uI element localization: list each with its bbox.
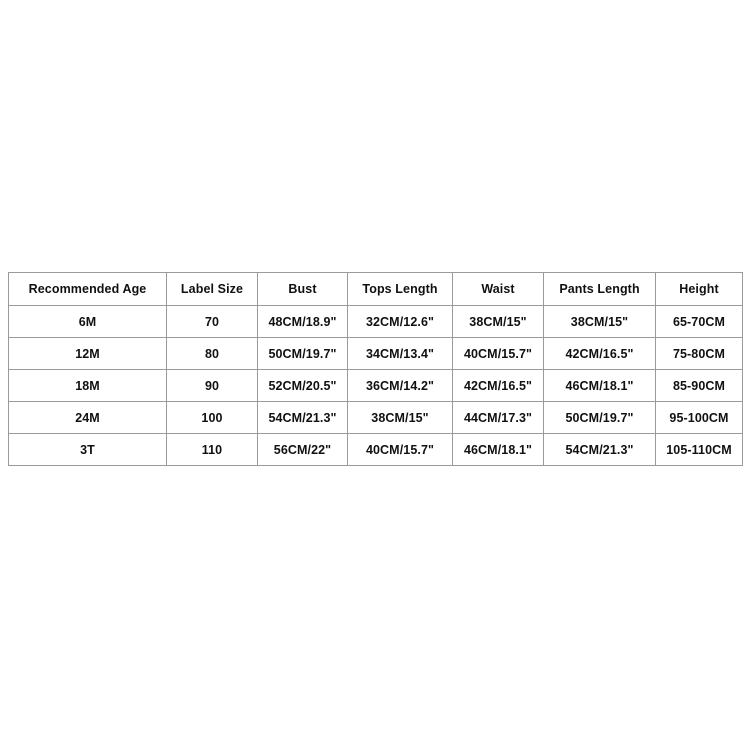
table-row (9, 338, 743, 370)
cell-recommended-age: 12M (9, 338, 167, 370)
cell-tops-length: 36CM/14.2" (348, 370, 453, 402)
cell-height: 65-70CM (656, 306, 743, 338)
table-row (9, 370, 743, 402)
cell-label-size: 110 (167, 434, 258, 466)
cell-waist: 44CM/17.3" (453, 402, 544, 434)
column-header-recommended-age: Recommended Age (9, 273, 167, 306)
table-row (9, 306, 743, 338)
cell-label-size: 70 (167, 306, 258, 338)
cell-bust: 52CM/20.5" (258, 370, 348, 402)
cell-label-size: 100 (167, 402, 258, 434)
size-chart-table (8, 272, 743, 466)
column-header-height: Height (656, 273, 743, 306)
cell-bust: 50CM/19.7" (258, 338, 348, 370)
table-row (9, 434, 743, 466)
cell-bust: 54CM/21.3" (258, 402, 348, 434)
cell-label-size: 80 (167, 338, 258, 370)
cell-pants-length: 38CM/15" (544, 306, 656, 338)
cell-recommended-age: 3T (9, 434, 167, 466)
size-chart-header (9, 273, 743, 306)
cell-waist: 40CM/15.7" (453, 338, 544, 370)
cell-pants-length: 54CM/21.3" (544, 434, 656, 466)
cell-waist: 38CM/15" (453, 306, 544, 338)
cell-recommended-age: 18M (9, 370, 167, 402)
cell-height: 105-110CM (656, 434, 743, 466)
cell-tops-length: 32CM/12.6" (348, 306, 453, 338)
cell-height: 85-90CM (656, 370, 743, 402)
cell-height: 95-100CM (656, 402, 743, 434)
cell-pants-length: 42CM/16.5" (544, 338, 656, 370)
cell-recommended-age: 6M (9, 306, 167, 338)
cell-tops-length: 38CM/15" (348, 402, 453, 434)
cell-pants-length: 50CM/19.7" (544, 402, 656, 434)
cell-bust: 48CM/18.9" (258, 306, 348, 338)
cell-height: 75-80CM (656, 338, 743, 370)
table-row (9, 402, 743, 434)
table-header-row (9, 273, 743, 306)
cell-tops-length: 34CM/13.4" (348, 338, 453, 370)
column-header-bust: Bust (258, 273, 348, 306)
column-header-waist: Waist (453, 273, 544, 306)
size-chart-body (9, 306, 743, 466)
cell-bust: 56CM/22" (258, 434, 348, 466)
cell-pants-length: 46CM/18.1" (544, 370, 656, 402)
column-header-label-size: Label Size (167, 273, 258, 306)
cell-waist: 42CM/16.5" (453, 370, 544, 402)
column-header-tops-length: Tops Length (348, 273, 453, 306)
cell-waist: 46CM/18.1" (453, 434, 544, 466)
cell-label-size: 90 (167, 370, 258, 402)
cell-tops-length: 40CM/15.7" (348, 434, 453, 466)
cell-recommended-age: 24M (9, 402, 167, 434)
size-chart-container (8, 272, 742, 466)
column-header-pants-length: Pants Length (544, 273, 656, 306)
